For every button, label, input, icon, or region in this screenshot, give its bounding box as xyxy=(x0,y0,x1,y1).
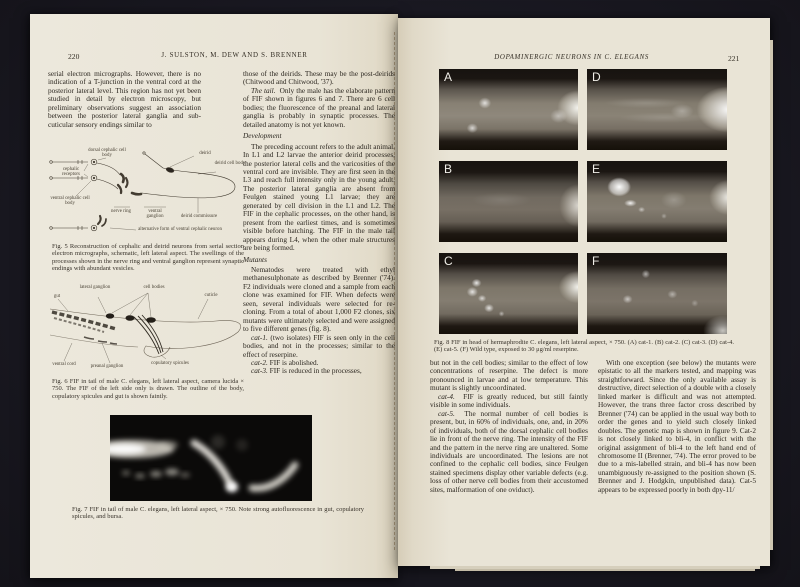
fig6-label-lateral-ganglion: lateral ganglion xyxy=(79,285,111,290)
fig5-label-alternative-form: alternative form of ventral cephalic neuron xyxy=(138,227,222,232)
fig6-label-gut: gut xyxy=(53,294,61,299)
fig6-label-cell-bodies: cell bodies xyxy=(143,285,165,290)
fig8-panel-a-label: A xyxy=(444,70,453,84)
fig8-panel-b xyxy=(439,161,578,242)
fig6-caption: Fig. 6 FIF in tail of male C. elegans, left lateral aspect, camera lucida × 750. The FIF of the left side only is drawn. The outline of the body, copulatory spicules and gut is shown faintly. xyxy=(52,378,244,400)
paragraph: serial electron micrographs. However, there is no indication of a T-junction in the ventral cord at the posterior lateral level. This region has not yet been studied in detail by electron microscopy, but preliminary observations suggest an association between the posterior lateral ganglia and sub-cuticular sensory endings similar to xyxy=(48,69,201,129)
left-page-number: 220 xyxy=(68,52,80,61)
fig5-label-cephalic-receptors: cephalic receptors xyxy=(62,167,80,178)
fig6-label-preanal-ganglion: preanal ganglion xyxy=(90,364,124,369)
fig8-panel-c-label: C xyxy=(444,254,453,268)
cat4-text: FIF is greatly reduced, but still faintly visible in some individuals. xyxy=(430,391,588,410)
fig5-label-ventral-cephalic: ventral cephalic cell body xyxy=(50,196,90,207)
fig8-panel-e xyxy=(587,161,727,242)
paragraph: The preceding account refers to the adult animal. In L1 and L2 larvae the anterior deirid processes, the posterior lateral cells and the varicosities of the ventral cord are invisible. They are first seen in the L3 and reach full intensity only in the young adult. The posterior lateral ganglia are absent from Feulgen stained young L1 larvae; they are generated by cell division in the L1 and L2. The FIF in the cephalic processes, on the other hand, is present from the earliest times, and is sometimes visible before hatching. The FIF in the male tail appears during L4, when the other male structures are being formed. xyxy=(243,141,395,253)
fig5-label-deirid-commissure: deirid commissure xyxy=(180,214,218,219)
heading-development: Development xyxy=(243,131,282,141)
fig8-panel-e-label: E xyxy=(592,162,601,176)
right-col2 xyxy=(598,359,756,494)
paragraph: With one exception (see below) the mutants were epistatic to all the markers tested, and mapping was straightforward. Since the only available assay is destructive, direct selection of a double with a closely linked marker is difficult and was not attempted. However, the trans three factor cross described by Brenner ('74) can be applied in the usual way both to order the genes and to yield such closely linked doubles. The genetic map is shown in figure 9. Cat-2 is not closely linked to bli-4, in conflict with the original assignment of bli-4 to the left hand end of chromosome II (Brenner, '74). The error proved to be due to a mis-labelled strain, and bli-4 has now been unambiguously re-assigned to the position shown (S. Brenner and J. Hodgkin, unpublished data). Cat-5 appears to be expressed poorly in both dpy-11/ xyxy=(598,358,756,494)
fig5-label-deirid-cell-body: deirid cell body xyxy=(214,161,246,166)
fig8-panel-b-label: B xyxy=(444,162,453,176)
fig5-caption: Fig. 5 Reconstruction of cephalic and deirid neurons from serial section electron micrographs, schematic, left lateral aspect. The swellings of the processes shown in the nerve ring and ventral ganglion represent synaptic endings with abundant vesicles. xyxy=(52,243,244,272)
heading-mutants: Mutants xyxy=(243,254,267,264)
fig5-label-nerve-ring: nerve ring xyxy=(111,209,131,214)
cat5-entry xyxy=(430,410,588,495)
left-running-head: J. SULSTON, M. DEW AND S. BRENNER xyxy=(161,52,308,59)
fig6-drawing xyxy=(48,285,248,375)
fig5-drawing xyxy=(48,148,248,240)
fig5-label-ventral-ganglion: ventral ganglion xyxy=(146,209,164,220)
fig7-caption: Fig. 7 FIF in tail of male C. elegans, left lateral aspect, × 750. Note strong autofluorescence in gut, copulatory spicules, and bursa. xyxy=(72,506,364,521)
cat5-text: The normal number of cell bodies is present, but, in 60% of individuals, one, and, in 20% of individuals, both of the dorsal cephalic cell bodies lie in front of the nerve ring. The intensity of the FIF and the pattern in the nerve ring are unaltered. Some individuals are uncoordinated. The lesions are not confined to the cephalic cell bodies, since Feulgen stained specimens display other variable defects (e.g. loss of other nerve cell bodies from their accustomed sites, malformation of one oviduct). xyxy=(430,408,588,494)
fig5-label-dorsal-cephalic: dorsal cephalic cell body xyxy=(88,148,126,159)
paragraph: those of the deirids. These may be the post-deirids (Chitwood and Chitwood, '37). xyxy=(243,69,395,87)
left-page xyxy=(30,14,398,578)
cat3-entry xyxy=(243,367,395,375)
term-cat5: cat-5. xyxy=(438,408,455,418)
fig8-panel-f xyxy=(587,253,727,334)
term-cat4: cat-4. xyxy=(438,391,455,401)
fig8-panel-a xyxy=(439,69,578,150)
cat1-text: (two isolates) FIF is seen only in the cell bodies, and not in the processes; similar to the effect of reserpine. xyxy=(243,332,395,359)
right-col1 xyxy=(430,359,588,494)
term-the-tail: The tail. xyxy=(251,85,276,95)
fig8-panel-f-label: F xyxy=(592,254,600,268)
cat1-entry xyxy=(243,334,395,359)
fig7-fluorescence-svg xyxy=(110,415,312,501)
cat2-text: FIF is abolished. xyxy=(269,357,319,367)
cat4-entry xyxy=(430,393,588,410)
fig8-panel-c xyxy=(439,253,578,334)
fig8-panel-d-label: D xyxy=(592,70,601,84)
fig7-photo xyxy=(110,415,312,501)
left-col1 xyxy=(48,70,201,129)
right-page xyxy=(398,18,770,566)
fig8-panel-d xyxy=(587,69,727,150)
paragraph-text: Only the male has the elaborate pattern of FIF shown in figures 6 and 7. There are 6 cell bodies; the fluorescence of the preanal and lateral ganglia is probably in synaptic processes. The detailed anatomy is not yet known. xyxy=(243,85,396,129)
term-cat1: cat-1. xyxy=(251,332,268,342)
fig6-label-ventral-cord: ventral cord xyxy=(52,362,76,367)
paragraph-the-tail xyxy=(243,87,395,129)
paragraph: Nematodes were treated with ethyl methanesulphonate as described by Brenner ('74). F2 individuals were cloned and a sample from each clone was examined for FIF. When defects were seen, several individuals were selected for re-cloning. From a total of about 1,000 F2 clones, six mutants were ultimately selected and were assigned to five different genes (fig. 8). xyxy=(243,264,395,334)
spine-stitching xyxy=(394,32,395,550)
fig6-label-copulatory-spicules: copulatory spicules xyxy=(151,361,189,366)
right-running-head: DOPAMINERGIC NEURONS IN C. ELEGANS xyxy=(494,54,650,61)
right-page-number: 221 xyxy=(728,54,740,63)
left-col2 xyxy=(243,70,395,376)
paragraph: but not in the cell bodies; similar to the effect of low concentrations of reserpine. The defect is more pronounced in larvae and at low temperature. This mutant is slightly uncoordinated. xyxy=(430,358,588,393)
page-stack-edge-right xyxy=(770,40,773,550)
fig6-label-cuticle: cuticle xyxy=(204,293,218,298)
fig8-caption: Fig. 8 FIF in head of hermaphrodite C. elegans, left lateral aspect, × 750. (A) cat-1. (B) cat-2. (C) cat-3. (D) cat-4. (E) cat-5. (F) Wild type, exposed to 30 μg/ml reserpine. xyxy=(434,339,734,354)
fig5-label-deirid: deirid xyxy=(199,151,211,156)
term-cat2: cat-2. xyxy=(251,357,268,367)
page-stack-edge xyxy=(455,569,755,571)
term-cat3: cat-3. xyxy=(251,366,268,376)
cat3-text: FIF is reduced in the processes, xyxy=(269,366,362,376)
